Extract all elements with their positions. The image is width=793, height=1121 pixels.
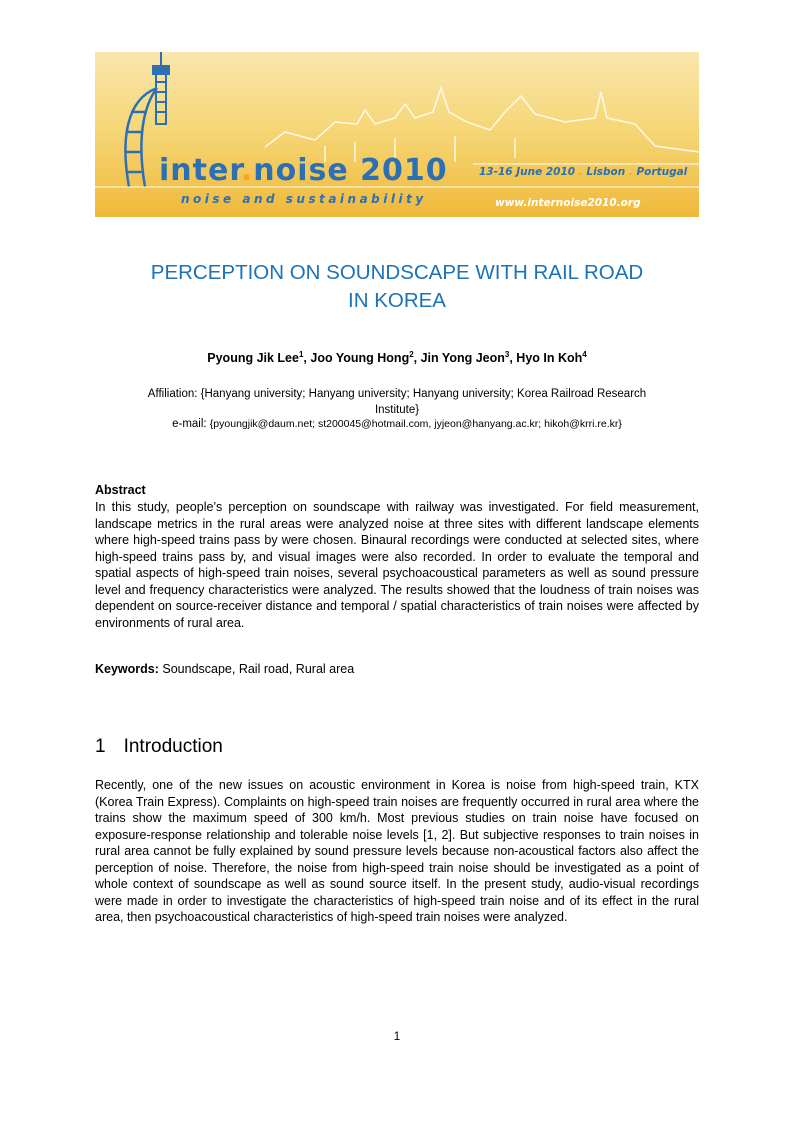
affiliation-line-1: Affiliation: {Hanyang university; Hanyang university; Hanyang university; Korea Railroad Research xyxy=(147,388,647,400)
author-sup: 1 xyxy=(298,350,304,359)
skyline-outline xyxy=(265,88,699,162)
author-sup: 2 xyxy=(409,350,414,359)
email-line xyxy=(95,418,699,430)
affiliation-line-2: Institute} xyxy=(374,404,420,416)
conference-tagline: noise and sustainability xyxy=(181,192,427,206)
author-sup: 3 xyxy=(504,350,510,359)
conference-date-range: 13-16 June 2010 xyxy=(479,166,576,178)
author-name: Pyoung Jik Lee xyxy=(207,351,299,366)
introduction-text: Recently, one of the new issues on acoustic environment in Korea is noise from high-speed train, KTX (Korea Train Express). Complaints on high-speed train noises are frequently occurred in rural area where the trains show the maximum speed of 300 km/h. Most previous studies on train noise have focused on exposure-response relationship and tolerable noise levels [1, 2]. But subjective responses to train noises in rural area cannot be fully explained by sound pressure levels because non-acoustical factors also affect the perception of noise. Therefore, the noise from high-speed train noise should be investigated as a point of whole context of soundscape as well as sound source itself. In the present study, audio-visual recordings were made in order to investigate the characteristics of high-speed train noise and of its effect in the rural area, then psychoacoustical characteristics of high-speed train noises were analyzed. xyxy=(95,778,699,924)
wordmark-right: noise 2010 xyxy=(253,153,448,188)
title-line-1: PERCEPTION ON SOUNDSCAPE WITH RAIL ROAD xyxy=(150,261,644,284)
author-name: Jin Yong Jeon xyxy=(420,351,505,366)
keywords-line xyxy=(95,662,354,676)
author-name: Joo Young Hong xyxy=(310,351,410,366)
title-line-2: IN KOREA xyxy=(348,289,446,312)
email-addresses: {pyoungjik@daum.net; st200045@hotmail.com, jyjeon@hanyang.ac.kr; hikoh@krri.re.kr} xyxy=(209,418,622,430)
conference-city: Lisbon xyxy=(586,166,626,178)
sail-building-icon xyxy=(125,88,157,187)
conference-banner xyxy=(95,52,699,217)
keywords-values: Soundscape, Rail road, Rural area xyxy=(158,662,355,676)
wordmark-dot: . xyxy=(240,153,254,188)
affiliation xyxy=(95,386,699,418)
abstract-text: In this study, people’s perception on soundscape with railway was investigated. For field measurement, landscape metrics in the rural areas were analyzed noise at three sites with different landscape elements where high-speed trains pass by were chosen. Binaural recordings were conducted at selected sites, where high-speed trains pass by, and visual images were also recorded. In order to evaluate the temporal and spatial aspects of high-speed train noises, several psychoacoustical parameters as well as sound pressure level and frequency characteristics were analyzed. The results showed that the loudness of train noises was dependent on source-receiver distance and temporal / spatial characteristics of train noises were affected by environments of rural area. xyxy=(95,500,699,630)
section-number: 1 xyxy=(95,736,106,757)
conference-country: Portugal xyxy=(636,166,688,178)
conference-website: www.internoise2010.org xyxy=(495,197,641,209)
conference-wordmark xyxy=(159,153,448,188)
separator-dot: . xyxy=(578,166,583,178)
author-sup: 4 xyxy=(582,350,587,359)
keywords-label: Keywords: xyxy=(95,662,159,676)
wordmark-left: inter xyxy=(159,153,241,188)
author-name: Hyo In Koh xyxy=(516,351,583,366)
section-title: Introduction xyxy=(123,736,223,757)
conference-dates xyxy=(479,166,687,178)
section-heading-introduction xyxy=(95,736,223,758)
email-label: e-mail: xyxy=(172,418,210,430)
author-list: Pyoung Jik Lee$^1$, Joo Young Hong$^2$, Jin Yong Jeon$^3$, Hyo In Koh$^4$ xyxy=(207,350,587,366)
separator-dot: . xyxy=(628,166,633,178)
paper-title xyxy=(95,259,699,315)
page-number: 1 xyxy=(393,1031,401,1043)
abstract-heading: Abstract xyxy=(95,483,146,497)
